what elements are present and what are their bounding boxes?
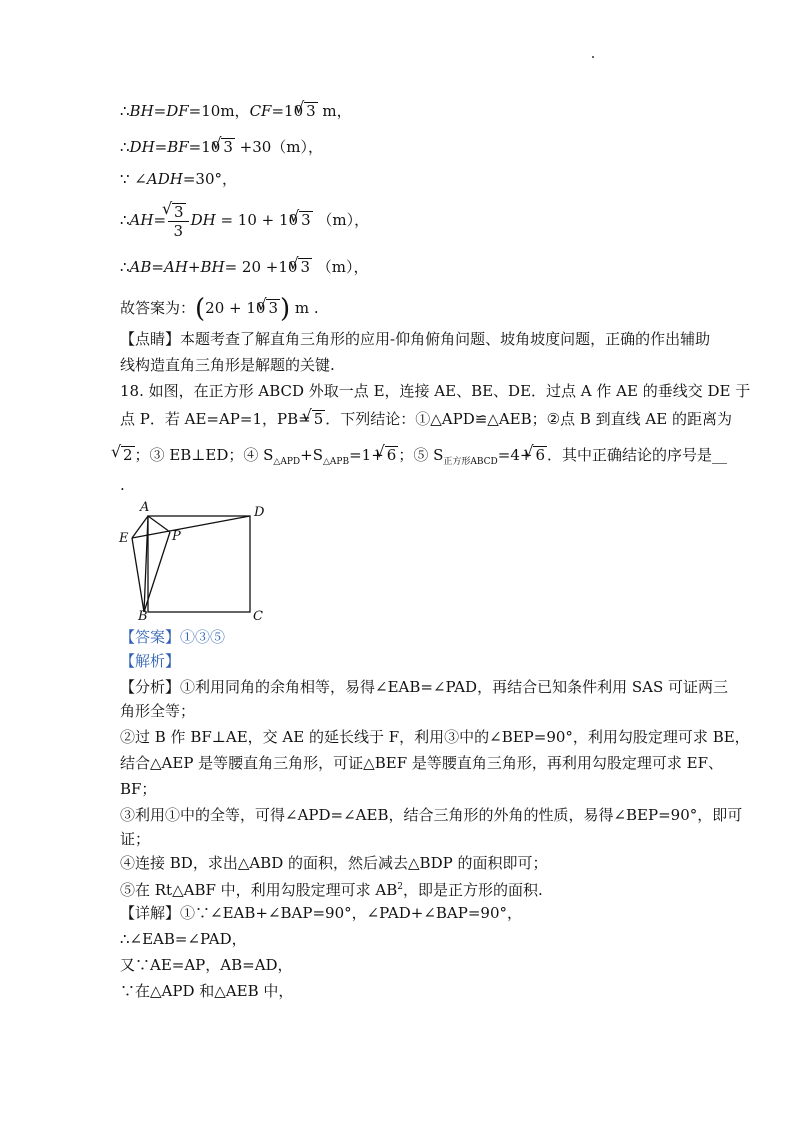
analysis-line-3: ②过 B 作 BF⊥AE，交 AE 的延长线于 F，利用③中的∠BEP=90°，利用勾股定理可求 BE， [120, 728, 750, 746]
detail-line-3: 又∵AE=AP，AB=AD， [120, 956, 293, 974]
square-abcd [148, 516, 250, 612]
label-b: B [138, 609, 148, 620]
question-line-4: . [120, 476, 125, 494]
label-d: D [254, 505, 265, 520]
remark-line-2: 线构造直角三角形是解题的关键. [120, 356, 335, 374]
analysis-line-1: 【分析】①利用同角的余角相等，易得∠EAB=∠PAD，再结合已知条件利用 SAS 可证两三 [120, 678, 729, 696]
question-line-2: 点 P．若 AE=AP=1，PB=√ 5 ．下列结论：①△APD≌△AEB；②点 B 到直线 AE 的距离为 [120, 408, 732, 430]
line-angle-adh: ∵ ∠ADH=30°， [120, 170, 237, 188]
analysis-line-4: 结合△AEP 是等腰直角三角形，可证△BEF 是等腰直角三角形，再利用勾股定理可求 EF、 [120, 754, 723, 772]
line-ab: ∴AB=AH+BH= 20 +10√ 3 （m）， [120, 256, 369, 278]
line-dh-bf: ∴DH=BF=10√ 3 +30（m）， [120, 136, 323, 158]
analysis-line-6: ③利用①中的全等，可得∠APD=∠AEB，结合三角形的外角的性质，易得∠BEP=90°，即可 [120, 806, 743, 824]
segment-eb [132, 538, 144, 612]
label-p: P [172, 529, 181, 544]
analysis-line-9: ⑤在 Rt△ABF 中，利用勾股定理可求 $AB^2$，即是正方形的面积. [120, 881, 543, 899]
answer-label: 【答案】①③⑤ [120, 628, 226, 646]
corner-mark [592, 56, 594, 58]
question-line-3: √ 2 ；③ EB⊥ED；④ $S_{\triangle APD}+S_{\triangle APB}=1+√$ 6 ；⑤ $S_{正方形ABCD}=4+√$ 6 ．其中正确结论的序号是__ [120, 444, 727, 473]
detail-line-2: ∴∠EAB=∠PAD， [120, 930, 247, 948]
line-answer-value: 故答案为：(20 + 10√ 3) m . [120, 290, 319, 327]
label-c: C [253, 609, 263, 620]
analysis-label: 【解析】 [120, 652, 181, 670]
label-e: E [119, 531, 129, 546]
segment-ae [132, 516, 148, 538]
geometry-figure [116, 498, 276, 620]
line-bh-df: ∴BH=DF=10m，CF=10√ 3 m， [120, 100, 352, 122]
fraction: √ $\frac{3}{3}$ [168, 203, 189, 240]
analysis-line-7: 证； [120, 830, 151, 848]
label-a: A [140, 500, 150, 515]
question-line-1: 18. 如图，在正方形 ABCD 外取一点 E，连接 AE、BE、DE．过点 A 作 AE 的垂线交 DE 于 [120, 382, 751, 400]
detail-line-4: ∵在△APD 和△AEB 中， [120, 982, 294, 1000]
detail-line-1: 【详解】①∵∠EAB+∠BAP=90°，∠PAD+∠BAP=90°， [120, 904, 522, 922]
line-ah: ∴AH= √ $\frac{3}{3}$ DH = 10 + 10√ 3 （m）， [120, 200, 369, 240]
segment-ap [148, 516, 170, 532]
analysis-line-5: BF； [120, 780, 157, 798]
segment-ed [132, 516, 250, 538]
analysis-line-8: ④连接 BD，求出△ABD 的面积，然后减去△BDP 的面积即可； [120, 854, 548, 872]
analysis-line-2: 角形全等； [120, 702, 196, 720]
remark-line-1: 【点睛】本题考查了解直角三角形的应用-仰角俯角问题、坡角坡度问题，正确的作出辅助 [120, 330, 711, 348]
